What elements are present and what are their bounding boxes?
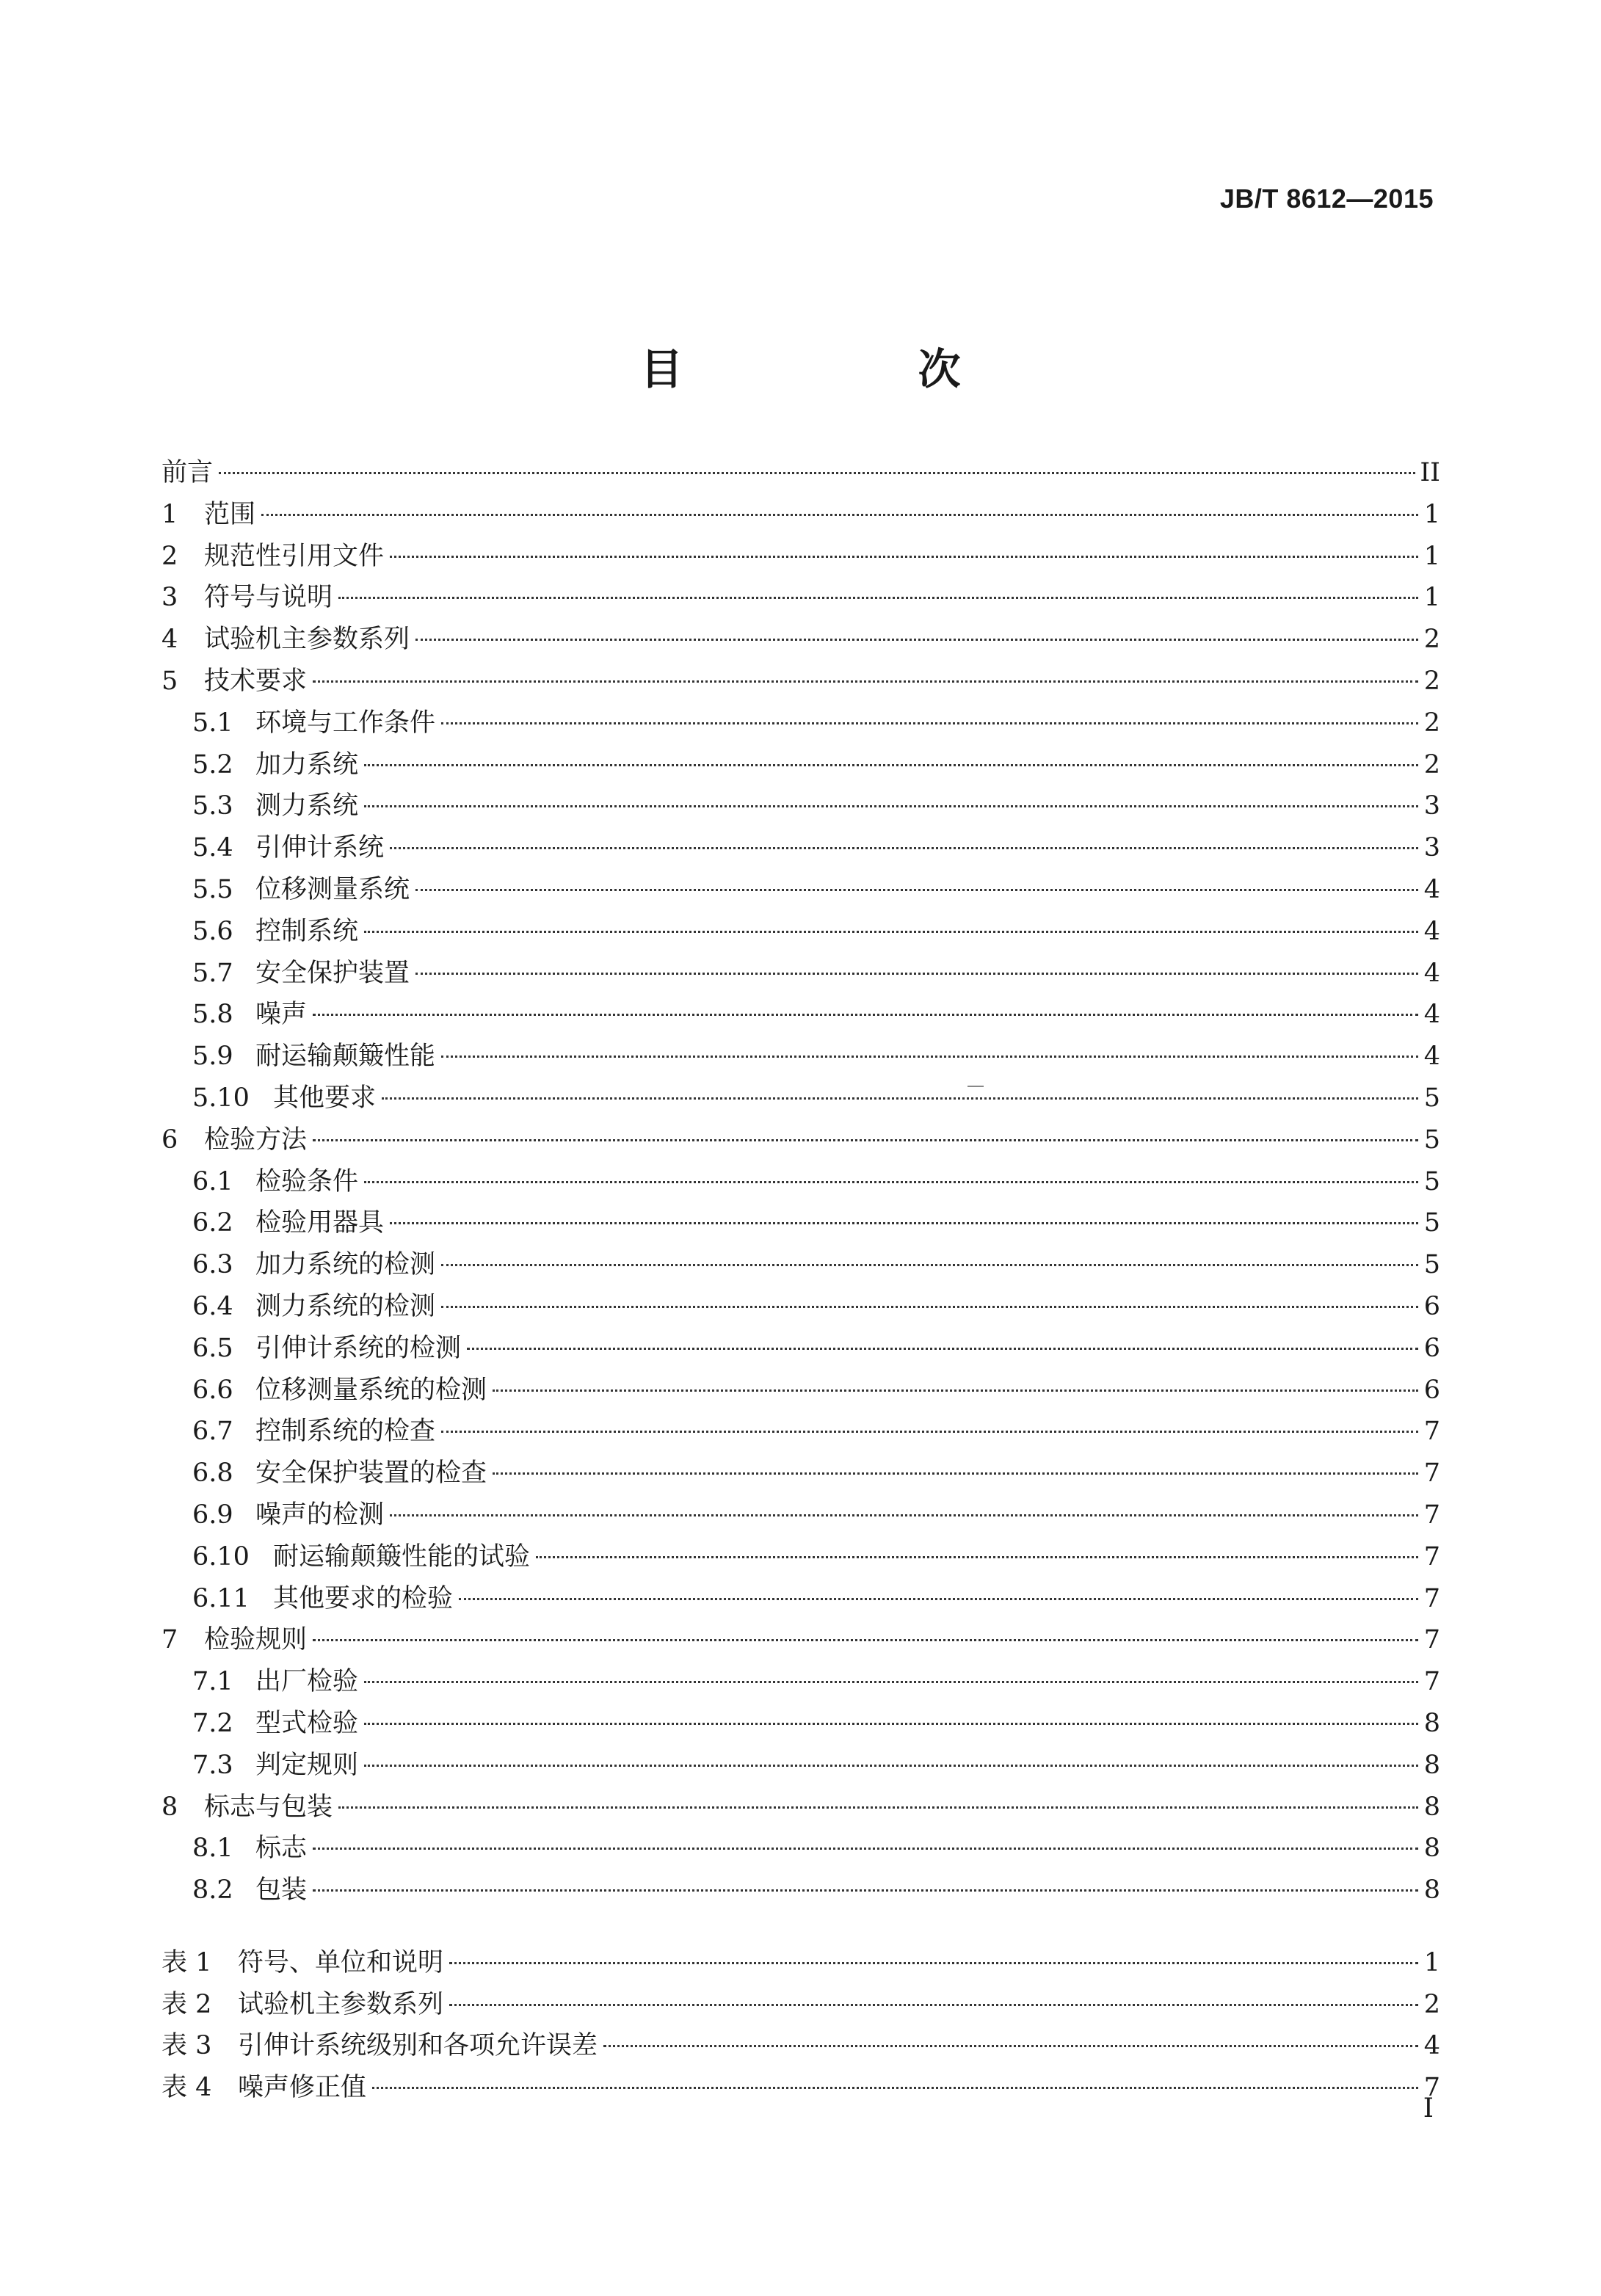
page-number: I — [1423, 2093, 1434, 2124]
toc-entry-title: 噪声的检测 — [255, 1500, 385, 1530]
toc-entry-title: 判定规则 — [255, 1750, 359, 1780]
toc-entry[interactable] — [161, 1036, 1440, 1078]
toc-entry-page: 8 — [1423, 1875, 1440, 1906]
toc-entry-page: 4 — [1423, 874, 1440, 904]
toc-entry-number: 8.2 — [192, 1875, 233, 1906]
toc-entry-number: 8.1 — [192, 1834, 233, 1864]
toc-entry-page: II — [1420, 458, 1440, 487]
dot-leader — [313, 1014, 1418, 1016]
toc-entry-title: 安全保护装置 — [255, 958, 410, 988]
toc-entry-page: 2 — [1423, 1989, 1440, 2019]
toc-entry[interactable] — [161, 1202, 1440, 1244]
toc-entry-title: 加力系统的检测 — [255, 1250, 436, 1280]
toc-entry[interactable] — [161, 1870, 1440, 1911]
toc-entry-title: 型式检验 — [255, 1708, 359, 1738]
toc-entry[interactable] — [161, 702, 1440, 744]
toc-entry-title: 噪声修正值 — [238, 2073, 367, 2103]
toc-entry[interactable] — [161, 1078, 1440, 1119]
toc-entry-page: 7 — [1423, 2073, 1440, 2103]
toc-entry-title: 控制系统的检查 — [255, 1417, 436, 1447]
dot-leader — [219, 472, 1415, 474]
toc-entry-page: 8 — [1423, 1750, 1440, 1780]
toc-entry[interactable] — [161, 1703, 1440, 1745]
toc-entry-page: 7 — [1423, 1417, 1440, 1447]
toc-entry[interactable] — [161, 1828, 1440, 1870]
toc-entry-number: 6.6 — [192, 1375, 233, 1405]
toc-entry-title: 耐运输颠簸性能的试验 — [273, 1541, 531, 1572]
toc-entry[interactable] — [161, 494, 1440, 536]
toc-entry-title: 测力系统 — [255, 791, 359, 821]
toc-entry-title: 检验用器具 — [255, 1208, 385, 1238]
toc-entry-page: 7 — [1423, 1458, 1440, 1489]
toc-entry-number: 6.3 — [192, 1250, 233, 1280]
toc-entry-page: 7 — [1423, 1500, 1440, 1530]
toc-entry-page: 3 — [1423, 791, 1440, 821]
dot-leader — [372, 2087, 1418, 2089]
toc-entry-page: 4 — [1423, 916, 1440, 946]
dot-leader — [313, 1139, 1418, 1141]
toc-entry-title: 标志 — [255, 1834, 308, 1864]
toc-entry[interactable] — [161, 1286, 1440, 1328]
table-list-item[interactable] — [161, 1942, 1440, 1984]
dot-leader — [459, 1598, 1418, 1600]
toc-entry[interactable] — [161, 1161, 1440, 1203]
toc-entry-page: 8 — [1423, 1708, 1440, 1738]
toc-entry-number: 5.8 — [192, 1000, 233, 1030]
toc-entry-number: 5.4 — [192, 833, 233, 863]
toc-entry[interactable] — [161, 994, 1440, 1036]
dot-leader — [493, 1389, 1418, 1392]
dot-leader — [390, 847, 1418, 849]
toc-entry-title: 符号、单位和说明 — [238, 1947, 444, 1977]
toc-entry-title: 位移测量系统的检测 — [255, 1375, 487, 1405]
toc-entry[interactable] — [161, 1244, 1440, 1286]
toc-entry-title: 加力系统 — [255, 749, 359, 780]
toc-entry-title: 位移测量系统 — [255, 874, 410, 904]
toc-entry-number: 4 — [161, 625, 178, 655]
dot-leader — [382, 1097, 1418, 1100]
toc-entry-title: 噪声 — [255, 1000, 308, 1030]
toc-entry-title: 检验条件 — [255, 1166, 359, 1196]
toc-entry[interactable] — [161, 827, 1440, 869]
toc-entry-page: 1 — [1423, 499, 1440, 529]
toc-entry-title: 规范性引用文件 — [204, 541, 385, 571]
toc-entry-page: 8 — [1423, 1792, 1440, 1822]
toc-entry-number: 5.3 — [192, 791, 233, 821]
toc-entry-number: 6.9 — [192, 1500, 233, 1530]
toc-entry-page: 1 — [1423, 583, 1440, 613]
toc-entry-title: 出厂检验 — [255, 1667, 359, 1697]
toc-entry-title: 其他要求的检验 — [273, 1583, 454, 1613]
dot-leader — [415, 973, 1418, 975]
toc-entry-number: 6.8 — [192, 1458, 233, 1489]
toc-entry-number: 6.11 — [192, 1583, 250, 1613]
toc-entry-title: 前言 — [161, 458, 214, 487]
toc-entry-page: 5 — [1423, 1250, 1440, 1280]
dot-leader — [364, 1723, 1418, 1725]
toc-entry[interactable] — [161, 536, 1440, 578]
toc-entry-page: 4 — [1423, 1000, 1440, 1030]
table-list — [161, 1942, 1440, 2109]
toc-entry-number: 1 — [161, 499, 178, 529]
dot-leader — [415, 889, 1418, 891]
dot-leader — [364, 1181, 1418, 1183]
toc-entry-title: 检验方法 — [204, 1125, 308, 1155]
toc-entry-page: 2 — [1423, 666, 1440, 696]
toc-entry-title: 引伸计系统级别和各项允许误差 — [238, 2031, 598, 2061]
dot-leader — [313, 1889, 1418, 1892]
dot-leader — [603, 2045, 1418, 2047]
dot-leader — [415, 639, 1418, 641]
toc-entry-page: 5 — [1423, 1125, 1440, 1155]
page-title: 目 次 — [640, 344, 1071, 394]
toc-entry-title: 测力系统的检测 — [255, 1291, 436, 1321]
dot-leader — [364, 764, 1418, 766]
toc-entry-number: 8 — [161, 1792, 178, 1822]
toc-entry-title: 耐运输颠簸性能 — [255, 1042, 436, 1072]
toc-entry-number: 6.1 — [192, 1166, 233, 1196]
toc-entry-page: 1 — [1423, 541, 1440, 571]
toc-entry-page: 2 — [1423, 749, 1440, 780]
toc-entry[interactable] — [161, 619, 1440, 661]
dot-leader — [338, 1806, 1418, 1809]
toc-entry-page: 6 — [1423, 1291, 1440, 1321]
toc-entry-title: 包装 — [255, 1875, 308, 1906]
toc-entry-title: 引伸计系统 — [255, 833, 385, 863]
dot-leader — [467, 1348, 1418, 1350]
dot-leader — [364, 931, 1418, 933]
toc-entry-number: 6.7 — [192, 1417, 233, 1447]
dot-leader — [364, 1681, 1418, 1683]
toc-entry[interactable] — [161, 577, 1440, 619]
dot-leader — [313, 680, 1418, 683]
toc-entry[interactable] — [161, 953, 1440, 995]
toc-entry-page: 5 — [1423, 1208, 1440, 1238]
toc-entry-number: 表 4 — [161, 2073, 212, 2103]
dot-leader — [441, 1431, 1418, 1433]
toc-entry-number: 5 — [161, 666, 178, 696]
toc-entry[interactable] — [161, 744, 1440, 786]
dot-leader — [441, 1264, 1418, 1266]
toc-entry-number: 7.2 — [192, 1708, 233, 1738]
toc-entry-number: 7.3 — [192, 1750, 233, 1780]
toc-entry[interactable] — [161, 869, 1440, 911]
toc-entry[interactable] — [161, 911, 1440, 953]
table-of-contents — [161, 452, 1440, 2109]
toc-entry-number: 5.1 — [192, 708, 233, 738]
dot-leader — [449, 1962, 1418, 1964]
toc-entry-number: 3 — [161, 583, 178, 613]
toc-entry-title: 试验机主参数系列 — [204, 625, 410, 655]
toc-entry-title: 环境与工作条件 — [255, 708, 436, 738]
dot-leader — [441, 1306, 1418, 1308]
toc-entry-title: 标志与包装 — [204, 1792, 333, 1822]
toc-entry-title: 技术要求 — [204, 666, 308, 696]
table-list-item[interactable] — [161, 2067, 1440, 2109]
dot-leader — [390, 556, 1418, 558]
toc-entry[interactable] — [161, 1328, 1440, 1370]
scan-artifact — [968, 1086, 984, 1091]
toc-entry-page: 7 — [1423, 1667, 1440, 1697]
dot-leader — [313, 1639, 1418, 1641]
toc-entry-page: 5 — [1423, 1083, 1440, 1113]
toc-entry[interactable] — [161, 1370, 1440, 1412]
toc-entry-title: 范围 — [204, 499, 256, 529]
toc-entry-number: 表 2 — [161, 1989, 212, 2019]
toc-entry-page: 5 — [1423, 1166, 1440, 1196]
toc-entry[interactable] — [161, 1619, 1440, 1661]
toc-entry-title: 其他要求 — [273, 1083, 377, 1113]
toc-entry-number: 6.2 — [192, 1208, 233, 1238]
toc-entry-title: 引伸计系统的检测 — [255, 1333, 462, 1363]
toc-entry-title: 试验机主参数系列 — [238, 1989, 444, 2019]
toc-entry[interactable] — [161, 1119, 1440, 1161]
toc-entry[interactable] — [161, 1411, 1440, 1453]
dot-leader — [493, 1472, 1418, 1475]
toc-entry[interactable] — [161, 1661, 1440, 1703]
dot-leader — [364, 1765, 1418, 1767]
toc-entry-list — [161, 452, 1440, 1911]
table-list-item[interactable] — [161, 1984, 1440, 2026]
toc-entry[interactable] — [161, 661, 1440, 702]
table-list-item[interactable] — [161, 2025, 1440, 2067]
toc-entry-page: 4 — [1423, 2031, 1440, 2061]
standard-number: JB/T 8612—2015 — [1219, 184, 1434, 214]
toc-entry-title: 符号与说明 — [204, 583, 333, 613]
toc-entry-number: 6.4 — [192, 1291, 233, 1321]
dot-leader — [441, 722, 1418, 724]
toc-entry[interactable] — [161, 1578, 1440, 1620]
dot-leader — [536, 1556, 1418, 1558]
toc-entry[interactable] — [161, 1787, 1440, 1828]
dot-leader — [390, 1514, 1418, 1516]
toc-entry-number: 7.1 — [192, 1667, 233, 1697]
dot-leader — [449, 2004, 1418, 2006]
toc-entry[interactable] — [161, 785, 1440, 827]
toc-entry-number: 表 3 — [161, 2031, 212, 2061]
dot-leader — [261, 514, 1418, 516]
toc-entry-page: 7 — [1423, 1583, 1440, 1613]
toc-entry-number: 6.5 — [192, 1333, 233, 1363]
toc-entry-page: 1 — [1423, 1947, 1440, 1977]
toc-entry-page: 6 — [1423, 1375, 1440, 1405]
toc-entry-page: 7 — [1423, 1625, 1440, 1655]
toc-entry-number: 5.5 — [192, 874, 233, 904]
dot-leader — [364, 805, 1418, 807]
toc-entry[interactable] — [161, 1536, 1440, 1578]
toc-entry-number: 5.6 — [192, 916, 233, 946]
toc-entry[interactable] — [161, 452, 1440, 494]
toc-entry-title: 控制系统 — [255, 916, 359, 946]
toc-entry-number: 5.9 — [192, 1042, 233, 1072]
toc-entry-page: 2 — [1423, 625, 1440, 655]
toc-entry-number: 7 — [161, 1625, 178, 1655]
toc-entry-page: 7 — [1423, 1541, 1440, 1572]
toc-entry-number: 6.10 — [192, 1541, 250, 1572]
toc-entry-title: 安全保护装置的检查 — [255, 1458, 487, 1489]
toc-entry[interactable] — [161, 1453, 1440, 1494]
toc-entry-number: 5.2 — [192, 749, 233, 780]
dot-leader — [441, 1056, 1418, 1058]
toc-entry-title: 检验规则 — [204, 1625, 308, 1655]
toc-entry-number: 5.10 — [192, 1083, 250, 1113]
toc-entry-number: 表 1 — [161, 1947, 212, 1977]
dot-leader — [313, 1848, 1418, 1850]
toc-entry-page: 4 — [1423, 958, 1440, 988]
toc-entry-page: 3 — [1423, 833, 1440, 863]
toc-entry-page: 6 — [1423, 1333, 1440, 1363]
dot-leader — [338, 597, 1418, 599]
toc-entry-page: 4 — [1423, 1042, 1440, 1072]
dot-leader — [390, 1222, 1418, 1224]
toc-entry[interactable] — [161, 1494, 1440, 1536]
toc-entry-page: 8 — [1423, 1834, 1440, 1864]
toc-entry-page: 2 — [1423, 708, 1440, 738]
toc-entry[interactable] — [161, 1745, 1440, 1787]
toc-entry-number: 5.7 — [192, 958, 233, 988]
toc-entry-number: 2 — [161, 541, 178, 571]
toc-entry-number: 6 — [161, 1125, 178, 1155]
